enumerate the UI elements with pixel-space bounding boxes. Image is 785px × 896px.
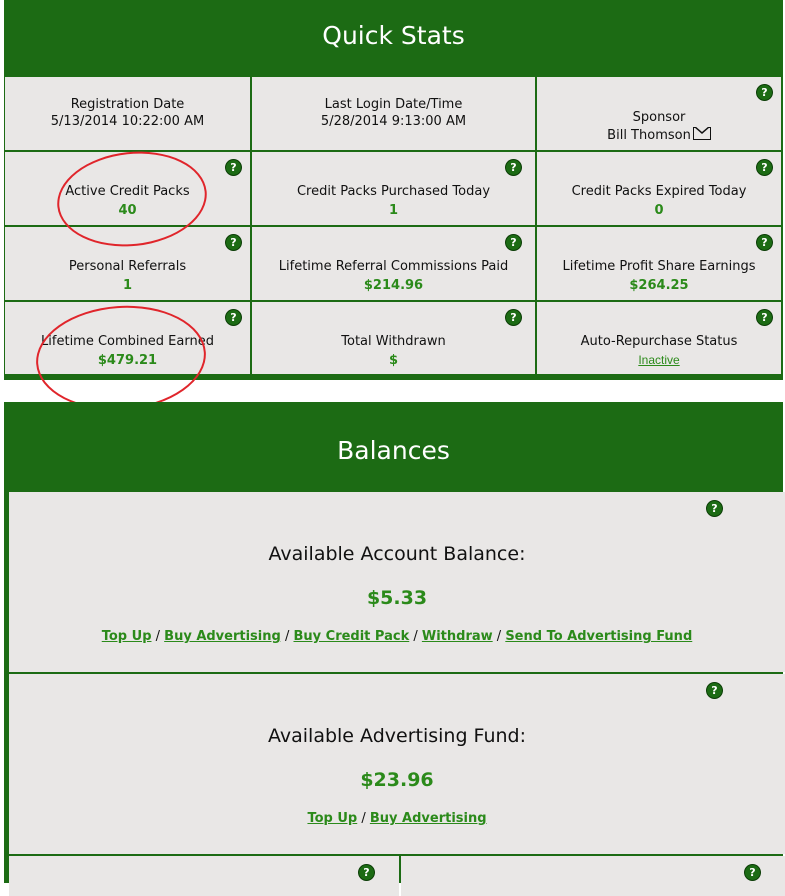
balance-subsection-right xyxy=(401,856,785,896)
account-balance-heading: Available Account Balance: xyxy=(268,543,526,565)
credit-packs-purchased-label: Credit Packs Purchased Today xyxy=(296,184,491,199)
active-credit-packs-value: 40 xyxy=(118,203,137,218)
send-to-advertising-fund-link[interactable]: Send To Advertising Fund xyxy=(505,629,693,644)
lifetime-combined-earned-value: $479.21 xyxy=(97,353,158,368)
account-balance-section xyxy=(9,492,785,672)
balance-subsection-left xyxy=(9,856,399,896)
sponsor-value-row xyxy=(537,127,781,143)
registration-date-label: Registration Date xyxy=(70,97,185,112)
profit-share-earnings-value: $264.25 xyxy=(629,278,689,293)
question-mark-icon[interactable] xyxy=(226,160,241,175)
balances-title: Balances xyxy=(337,436,450,465)
advertising-fund-heading: Available Advertising Fund: xyxy=(268,725,526,747)
link-separator: / xyxy=(357,811,370,826)
profit-share-earnings-label: Lifetime Profit Share Earnings xyxy=(562,259,756,274)
profit-share-earnings-cell xyxy=(537,227,781,300)
credit-packs-expired-value: 0 xyxy=(654,203,664,218)
registration-date-value: 5/13/2014 10:22:00 AM xyxy=(50,114,205,129)
link-separator: / xyxy=(492,629,506,644)
balances-panel xyxy=(4,402,783,883)
sponsor-name: Bill Thomson xyxy=(607,128,691,143)
total-withdrawn-label: Total Withdrawn xyxy=(341,334,446,349)
buy-credit-pack-link[interactable]: Buy Credit Pack xyxy=(293,629,410,644)
question-mark-icon[interactable] xyxy=(506,160,521,175)
sponsor-label: Sponsor xyxy=(632,110,686,125)
referral-commissions-cell xyxy=(252,227,535,300)
question-mark-icon[interactable] xyxy=(707,683,722,698)
account-balance-amount: $5.33 xyxy=(366,587,428,609)
top-up-link[interactable]: Top Up xyxy=(307,811,358,826)
advertising-fund-amount: $23.96 xyxy=(360,769,434,791)
envelope-icon[interactable] xyxy=(693,127,711,140)
personal-referrals-value: 1 xyxy=(122,278,133,293)
referral-commissions-label: Lifetime Referral Commissions Paid xyxy=(278,259,509,274)
credit-packs-expired-label: Credit Packs Expired Today xyxy=(571,184,747,199)
referral-commissions-value: $214.96 xyxy=(363,278,424,293)
advertising-fund-section xyxy=(9,674,785,854)
question-mark-icon[interactable] xyxy=(506,310,521,325)
question-mark-icon[interactable] xyxy=(745,865,760,880)
question-mark-icon[interactable] xyxy=(226,235,241,250)
question-mark-icon[interactable] xyxy=(506,235,521,250)
credit-packs-purchased-cell xyxy=(252,152,535,225)
link-separator: / xyxy=(280,629,294,644)
question-mark-icon[interactable] xyxy=(707,501,722,516)
account-balance-links xyxy=(9,629,785,644)
credit-packs-purchased-value: 1 xyxy=(388,203,399,218)
total-withdrawn-value: $ xyxy=(388,353,399,368)
auto-repurchase-cell xyxy=(537,302,781,374)
question-mark-icon[interactable] xyxy=(757,85,772,100)
auto-repurchase-status-link[interactable]: Inactive xyxy=(638,353,680,367)
sponsor-cell xyxy=(537,77,781,150)
last-login-cell xyxy=(252,77,535,150)
credit-packs-expired-cell xyxy=(537,152,781,225)
buy-advertising-link[interactable]: Buy Advertising xyxy=(369,811,487,826)
last-login-label: Last Login Date/Time xyxy=(324,97,463,112)
registration-date-cell xyxy=(5,77,250,150)
link-separator: / xyxy=(151,629,165,644)
buy-advertising-link[interactable]: Buy Advertising xyxy=(164,629,281,644)
personal-referrals-label: Personal Referrals xyxy=(68,259,187,274)
auto-repurchase-label: Auto-Repurchase Status xyxy=(580,334,738,349)
question-mark-icon[interactable] xyxy=(757,235,772,250)
link-separator: / xyxy=(409,629,422,644)
withdraw-link[interactable]: Withdraw xyxy=(421,629,493,644)
lifetime-combined-earned-label: Lifetime Combined Earned xyxy=(41,334,214,349)
question-mark-icon[interactable] xyxy=(226,310,241,325)
quick-stats-title: Quick Stats xyxy=(322,21,465,50)
active-credit-packs-label: Active Credit Packs xyxy=(65,184,190,199)
last-login-value: 5/28/2014 9:13:00 AM xyxy=(320,114,467,129)
question-mark-icon[interactable] xyxy=(757,160,772,175)
total-withdrawn-cell xyxy=(252,302,535,374)
question-mark-icon[interactable] xyxy=(757,310,772,325)
advertising-fund-links xyxy=(9,811,785,826)
top-up-link[interactable]: Top Up xyxy=(101,629,152,644)
question-mark-icon[interactable] xyxy=(359,865,374,880)
